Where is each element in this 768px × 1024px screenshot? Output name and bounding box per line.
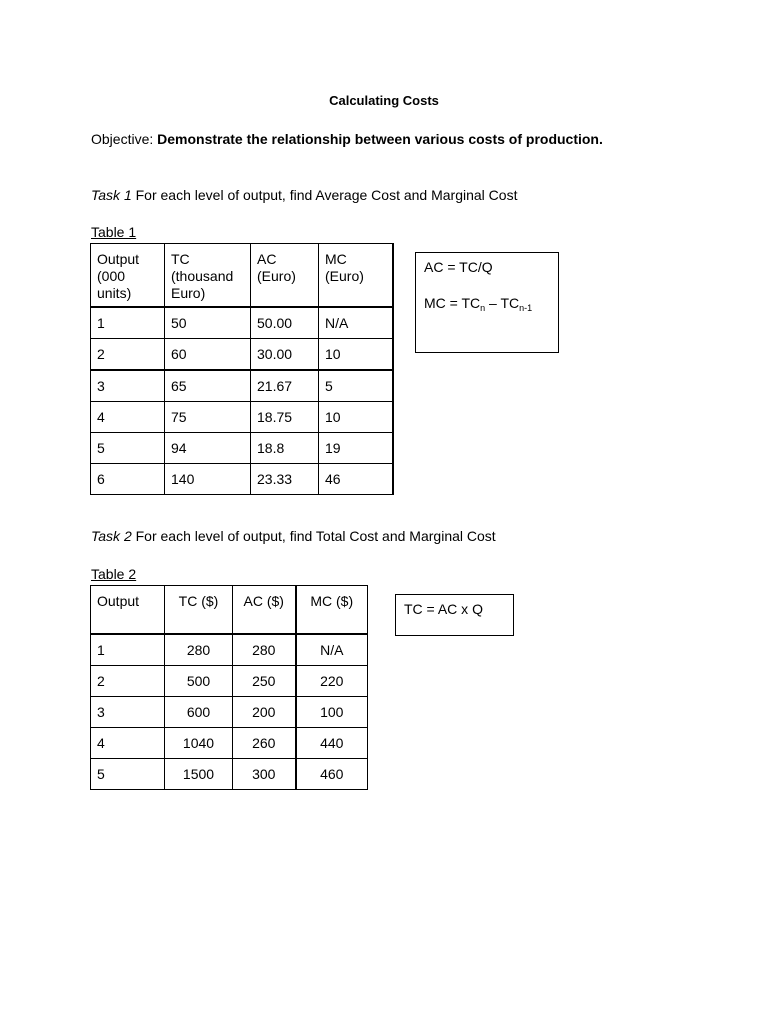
table-cell: 1040: [165, 728, 233, 759]
table2-header-tc: TC ($): [165, 586, 233, 635]
table-cell: 220: [296, 666, 368, 697]
objective: [91, 131, 603, 147]
table-row: [91, 464, 393, 495]
table2-header-ac: AC ($): [233, 586, 296, 635]
task1-text: For each level of output, find Average Cost and Marginal Cost: [131, 187, 518, 203]
table-cell: N/A: [319, 307, 393, 339]
table-cell: 500: [165, 666, 233, 697]
table-cell: 1: [91, 307, 165, 339]
table-cell: 19: [319, 433, 393, 464]
table-row: [91, 370, 393, 402]
table-cell: 75: [165, 402, 251, 433]
table-cell: 2: [91, 666, 165, 697]
table-cell: 60: [165, 339, 251, 371]
table-cell: N/A: [296, 634, 368, 666]
table2: [90, 585, 368, 790]
formula-box-tc: [395, 594, 514, 636]
table-cell: 5: [91, 759, 165, 790]
table-cell: 280: [233, 634, 296, 666]
table1-header-tc: TC (thousand Euro): [165, 244, 251, 308]
table2-header-output: Output: [91, 586, 165, 635]
table-cell: 10: [319, 402, 393, 433]
table-cell: 300: [233, 759, 296, 790]
table-row: [91, 697, 368, 728]
table-row: [91, 634, 368, 666]
table1-header-output: Output (000 units): [91, 244, 165, 308]
table-cell: 440: [296, 728, 368, 759]
table2-caption: Table 2: [91, 566, 137, 582]
table-cell: 94: [165, 433, 251, 464]
table-cell: 50: [165, 307, 251, 339]
table-row: [91, 759, 368, 790]
table-cell: 280: [165, 634, 233, 666]
table-cell: 260: [233, 728, 296, 759]
table-cell: 50.00: [251, 307, 319, 339]
table-row: [91, 307, 393, 339]
objective-label: Objective:: [91, 131, 158, 147]
table-cell: 65: [165, 370, 251, 402]
page-title: Calculating Costs: [329, 93, 439, 108]
formula-mc: MC = $TC_n - TC_{n-1}$: [424, 295, 533, 313]
table1-header-mc: MC (Euro): [319, 244, 393, 308]
table-cell: 140: [165, 464, 251, 495]
formula-ac: AC = TC/Q: [424, 259, 493, 275]
task1-instructions: [91, 187, 517, 203]
table-cell: 3: [91, 370, 165, 402]
table-cell: 5: [319, 370, 393, 402]
table-cell: 4: [91, 402, 165, 433]
table-cell: 100: [296, 697, 368, 728]
table-cell: 200: [233, 697, 296, 728]
table1-caption: Table 1: [91, 224, 137, 240]
formula-box-ac-mc: [415, 252, 559, 353]
objective-text: Demonstrate the relationship between various costs of production.: [157, 131, 603, 147]
table-cell: 5: [91, 433, 165, 464]
table-cell: 1500: [165, 759, 233, 790]
table-cell: 6: [91, 464, 165, 495]
task1-label: Task 1: [91, 187, 132, 203]
table-cell: 46: [319, 464, 393, 495]
table-cell: 21.67: [251, 370, 319, 402]
task2-label: Task 2: [91, 528, 132, 544]
table-cell: 23.33: [251, 464, 319, 495]
table1: [90, 243, 394, 495]
table-cell: 2: [91, 339, 165, 371]
table-cell: 4: [91, 728, 165, 759]
table-cell: 10: [319, 339, 393, 371]
table1-header-row: [91, 244, 393, 308]
formula-tc: TC = AC x Q: [404, 601, 483, 617]
table-cell: 30.00: [251, 339, 319, 371]
table-cell: 3: [91, 697, 165, 728]
table-cell: 250: [233, 666, 296, 697]
table-row: [91, 433, 393, 464]
table2-header-row: [91, 586, 368, 635]
table2-header-mc: MC ($): [296, 586, 368, 635]
table-cell: 460: [296, 759, 368, 790]
table-row: [91, 666, 368, 697]
task2-text: For each level of output, find Total Cost and Marginal Cost: [131, 528, 496, 544]
table-cell: 18.8: [251, 433, 319, 464]
table-row: [91, 728, 368, 759]
table-row: [91, 339, 393, 371]
table-row: [91, 402, 393, 433]
table-cell: 600: [165, 697, 233, 728]
table1-header-ac: AC (Euro): [251, 244, 319, 308]
table-cell: 18.75: [251, 402, 319, 433]
task2-instructions: [91, 528, 496, 544]
table-cell: 1: [91, 634, 165, 666]
